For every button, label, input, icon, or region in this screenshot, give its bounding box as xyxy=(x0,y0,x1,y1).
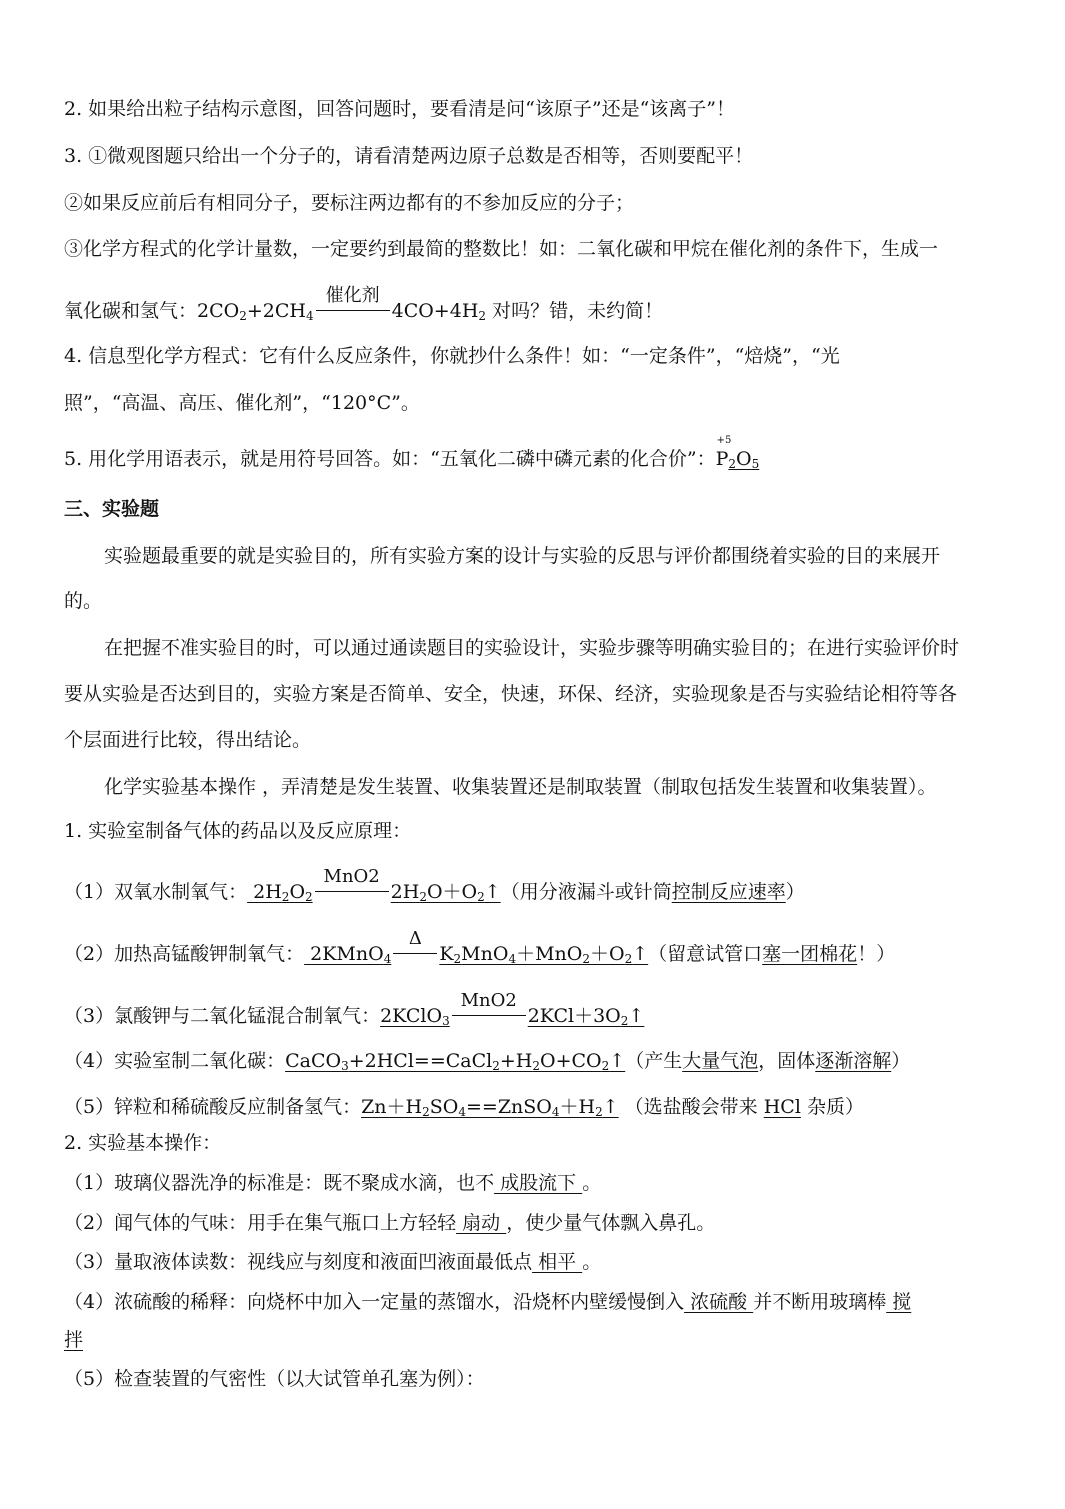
reaction-condition-arrow xyxy=(315,866,389,898)
point-3-micro-diagram: 3. ①微观图题只给出一个分子的，请看清楚两边原子总数是否相等，否则要配平！ xyxy=(64,145,754,167)
condition-line xyxy=(315,891,389,892)
point-3-coefficients: ③化学方程式的化学计量数，一定要约到最简的整数比！如：二氧化碳和甲烷在催化剂的条件下，生成一 xyxy=(64,238,939,260)
reaction-note: （产生 xyxy=(625,1050,683,1072)
condition-label: MnO2 xyxy=(460,990,517,1011)
operation-diluting-acid-cont xyxy=(64,1331,83,1350)
equation-comment: 对吗？错，未约简！ xyxy=(486,300,664,322)
reaction-note: ） xyxy=(785,881,805,903)
experiment-paragraph-2: 在把握不准实验目的时，可以通过通读题目的实验设计，实验步骤等明确实验目的；在进行实验评价时 xyxy=(104,637,960,659)
question-text: 5. 用化学用语表示，就是用符号回答。如：“五氧化二磷中磷元素的化合价”： xyxy=(64,448,716,470)
reaction-note: （留意试管口 xyxy=(648,943,763,965)
subscript: 4 xyxy=(305,309,314,323)
experiment-paragraph-2-cont: 要从实验是否达到目的，实验方案是否简单、安全，快速，环保、经济，实验现象是否与实验结论相符等各 xyxy=(64,683,958,705)
reaction-carbon-dioxide xyxy=(64,1052,910,1071)
experiment-paragraph-1: 实验题最重要的就是实验目的，所有实验方案的设计与实验的反思与评价都围绕着实验的目的来展开 xyxy=(104,545,941,567)
equation-prefix: 氧化碳和氢气：2CO xyxy=(64,300,240,322)
reaction-note: （选盐酸会带来 xyxy=(618,1096,764,1118)
reaction-condition-arrow xyxy=(452,990,526,1022)
condition-line xyxy=(316,310,390,311)
reaction-label: （1）双氧水制氧气： xyxy=(64,881,248,903)
point-4-conditions-cont: 照”，“高温、高压、催化剂”，“120°C”。 xyxy=(64,392,420,414)
reaction-note: ，固体 xyxy=(758,1050,816,1072)
equation-text: +2CH xyxy=(246,300,306,322)
products: $2KCl+3O_2↑$ xyxy=(527,1005,645,1028)
valence-answer xyxy=(715,435,760,471)
operation-airtightness-check: （5）检查装置的气密性（以大试管单孔塞为例）： xyxy=(64,1368,485,1390)
answer-blank: 相平 xyxy=(532,1251,583,1273)
experiment-paragraph-3: 化学实验基本操作 ，弄清楚是发生装置、收集装置还是制取装置（制取包括发生装置和收集装置）。 xyxy=(104,776,937,798)
point-3-same-molecules: ②如果反应前后有相同分子，要标注两边都有的不参加反应的分子； xyxy=(64,192,635,214)
reaction-potassium-permanganate xyxy=(64,928,896,966)
answer-blank: 浓硫酸 xyxy=(684,1291,754,1313)
reaction-hydrogen xyxy=(64,1098,864,1117)
reactant: 2KMnO$_4$ xyxy=(304,943,392,966)
note-underlined: HCl xyxy=(763,1096,801,1118)
element-symbol: P xyxy=(715,448,729,470)
subscript: 2 xyxy=(239,309,247,323)
operation-smelling-gas: （2）闻气体的气味：用手在集气瓶口上方轻轻 扇动 ，使少量气体飘入鼻孔。 xyxy=(64,1212,716,1234)
reaction-potassium-chlorate xyxy=(64,990,645,1028)
operation-reading-volume: （3）量取液体读数：视线应与刻度和液面凹液面最低点 相平 。 xyxy=(64,1251,602,1273)
condition-line xyxy=(393,953,437,954)
products: $K_2MnO_4+MnO_2+O_2↑$ xyxy=(439,943,649,966)
reaction-hydrogen-peroxide xyxy=(64,866,805,904)
reactant: $2H_2O_2$ xyxy=(247,881,313,904)
element-symbol: O xyxy=(736,448,752,470)
equation-example-line xyxy=(64,285,664,323)
experiment-paragraph-2-end: 个层面进行比较，得出结论。 xyxy=(64,729,312,751)
equation-text: 4CO+4H xyxy=(391,300,479,322)
reaction-note: 杂质） xyxy=(800,1096,864,1118)
condition-line xyxy=(452,1015,526,1016)
valence-mark: +5 xyxy=(716,435,732,446)
reaction-label: （2）加热高锰酸钾制氧气： xyxy=(64,943,305,965)
answer-blank: 扇动 xyxy=(456,1212,507,1234)
condition-label: MnO2 xyxy=(323,866,380,887)
reaction-note: （用分液漏斗或针筒 xyxy=(500,881,672,903)
point-5-chemical-terms xyxy=(64,435,760,471)
note-underlined: 塞一团棉花 xyxy=(762,943,858,965)
note-underlined: 控制反应速率 xyxy=(671,881,786,903)
reaction-label: （3）氯酸钾与二氧化锰混合制氧气： xyxy=(64,1005,381,1027)
subscript: 2 xyxy=(728,457,737,471)
reaction-condition-arrow xyxy=(316,285,390,317)
operation-glassware-cleaning: （1）玻璃仪器洗净的标准是：既不聚成水滴，也不 成股流下 。 xyxy=(64,1172,602,1194)
products: $2H_2O+O_2↑$ xyxy=(390,881,501,904)
operation-diluting-acid: （4）浓硫酸的稀释：向烧杯中加入一定量的蒸馏水，沿烧杯内壁缓慢倒入 浓硫酸 并不断用玻璃棒 搅 xyxy=(64,1291,912,1313)
point-2-particle-structure: 2. 如果给出粒子结构示意图，回答问题时，要看清是问“该原子”还是“该离子”！ xyxy=(64,98,736,120)
condition-label: 催化剂 xyxy=(325,285,380,306)
answer-blank: 搅 xyxy=(886,1291,912,1313)
valence-symbol xyxy=(715,435,732,470)
condition-label: Δ xyxy=(408,928,422,949)
reaction-note: ！） xyxy=(857,943,896,965)
reaction-note: ） xyxy=(891,1050,911,1072)
subsection-basic-operations: 2. 实验基本操作： xyxy=(64,1132,222,1154)
note-underlined: 逐渐溶解 xyxy=(815,1050,892,1072)
point-4-conditions: 4. 信息型化学方程式：它有什么反应条件，你就抄什么条件！如：“一定条件”，“焙烧”，“光 xyxy=(64,345,840,367)
reaction-label: （4）实验室制二氧化碳： xyxy=(64,1050,286,1072)
reaction-condition-arrow xyxy=(393,928,437,960)
equation: $CaCO_3+2HCl==CaCl_2+H_2O+CO_2↑$ xyxy=(285,1050,626,1073)
answer-blank: 拌 xyxy=(64,1329,84,1351)
subscript: 5 xyxy=(751,457,760,471)
subsection-gas-preparation: 1. 实验室制备气体的药品以及反应原理： xyxy=(64,820,412,842)
experiment-paragraph-1-cont: 的。 xyxy=(64,590,103,612)
equation: $Zn+H_2SO_4==ZnSO_4+H_2↑$ xyxy=(361,1096,619,1119)
subscript: 2 xyxy=(478,309,487,323)
answer-blank: 成股流下 xyxy=(494,1172,583,1194)
reactant: 2KClO$_3$ xyxy=(380,1005,450,1028)
note-underlined: 大量气泡 xyxy=(682,1050,759,1072)
section-heading-experiments: 三、实验题 xyxy=(64,498,160,520)
reaction-label: （5）锌粒和稀硫酸反应制备氢气： xyxy=(64,1096,362,1118)
